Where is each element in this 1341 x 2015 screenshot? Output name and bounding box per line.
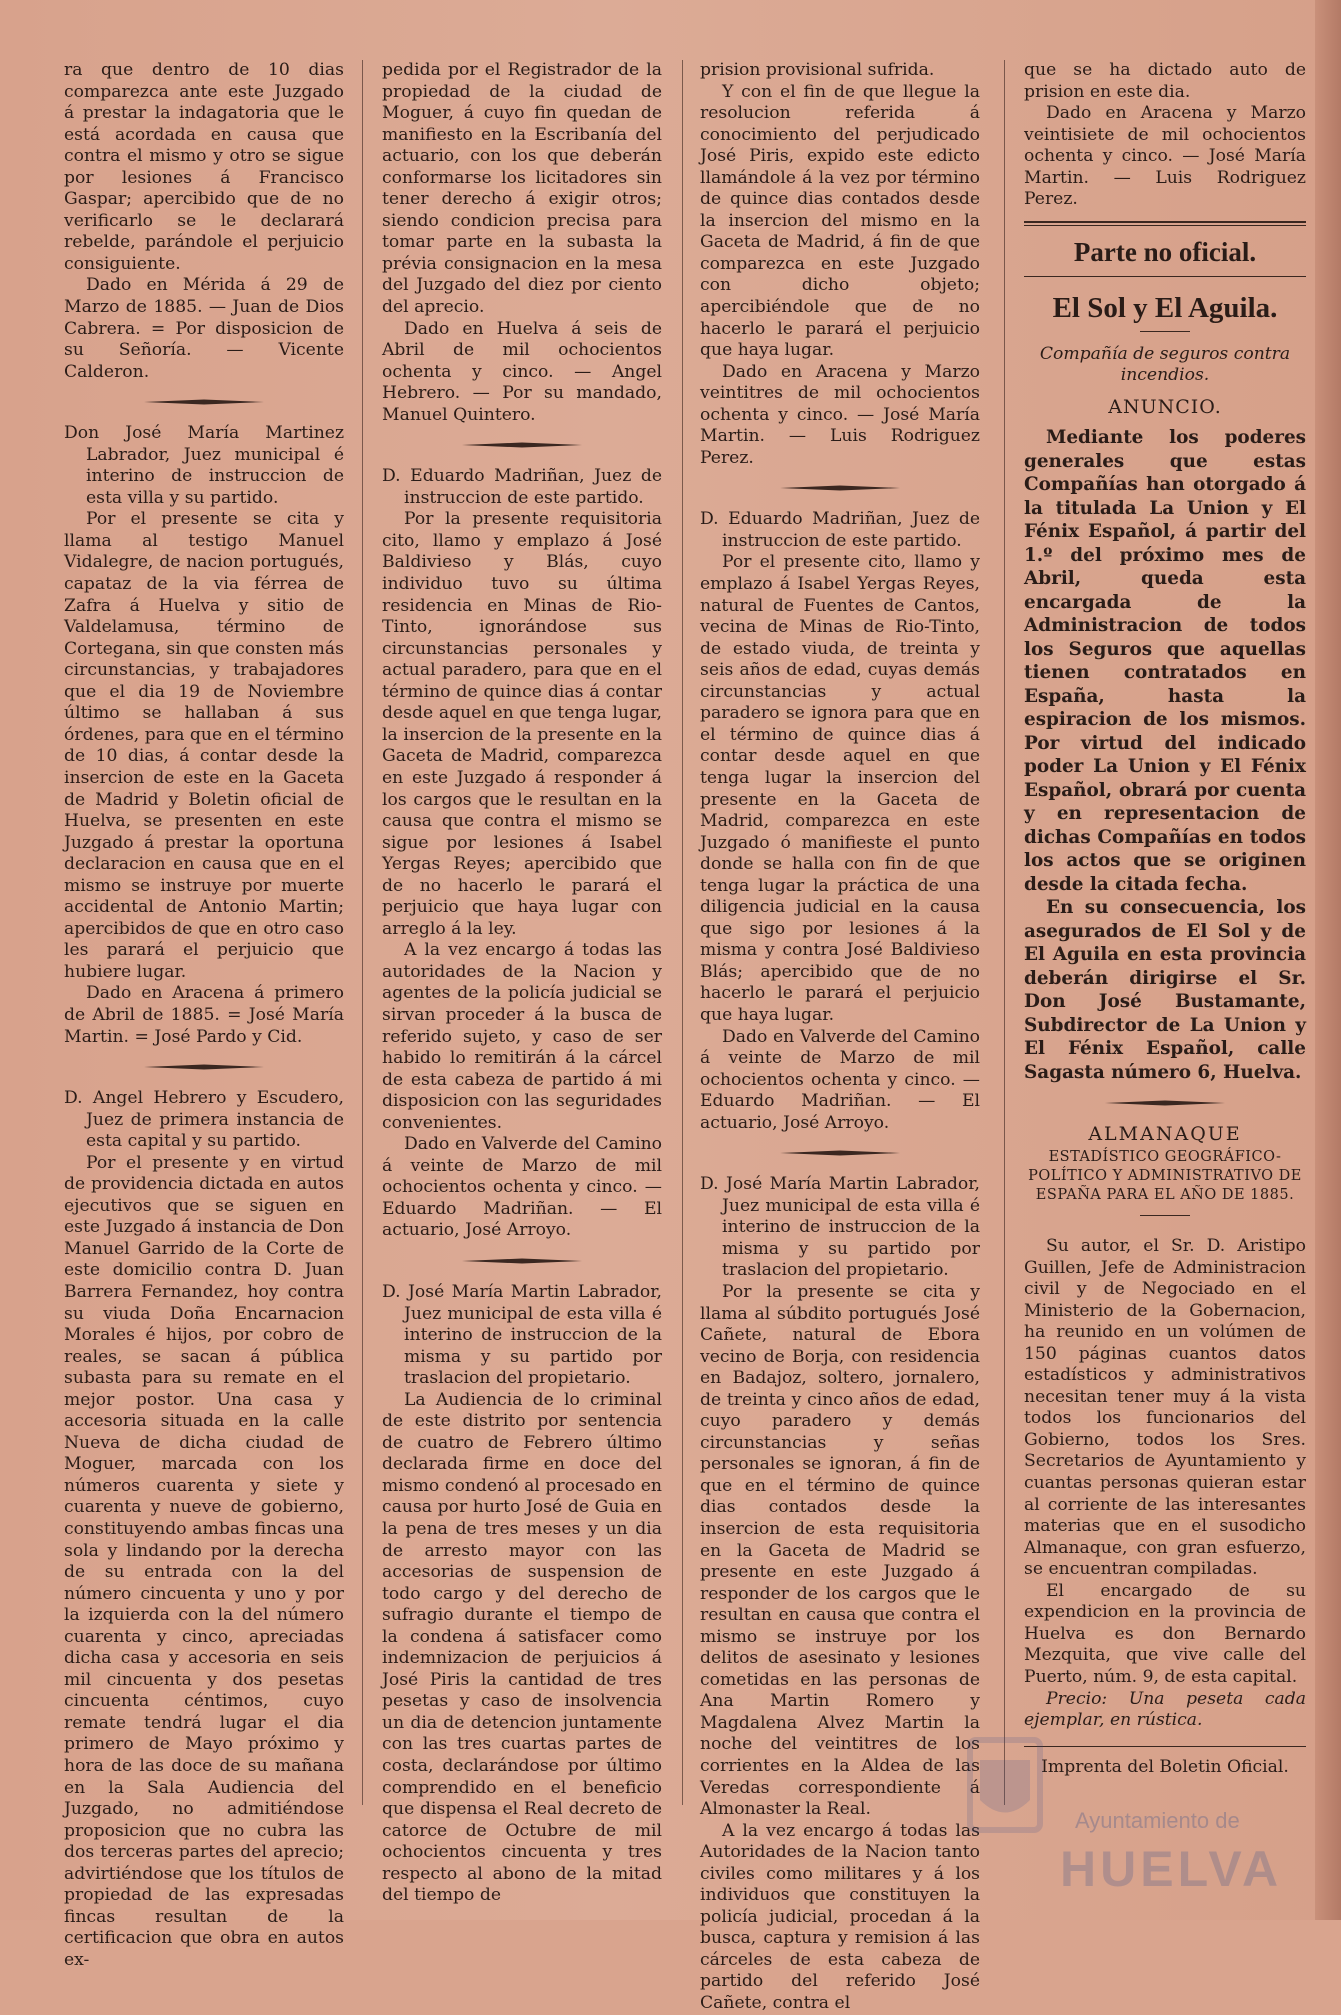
edict-signature: Dado en Valverde del Camino á veinte de Marzo de mil ochocientos ochenta y cinco. — Eduardo Madriñan. — El actuario, José Arroyo.: [700, 1026, 980, 1133]
edict-continuation: que se ha dictado auto de prision en este dia.: [1024, 60, 1306, 102]
edict-signature: Dado en Aracena y Marzo veintitres de mil ochocientos ochenta y cinco. — José María Martin. — Luis Rodriguez Perez.: [700, 361, 980, 468]
section-rule: [1024, 276, 1306, 277]
separator-ornament: [1105, 1100, 1225, 1106]
edict-heading: D. José María Martin Labrador, Juez municipal de esta villa é interino de instruccion de la misma y su partido por traslacion del propietario.: [700, 1174, 980, 1281]
edict-signature: Dado en Aracena á primero de Abril de 1885. = José María Martin. = José Pardo y Cid.: [64, 983, 344, 1047]
separator-ornament: [780, 1150, 900, 1156]
separator-ornament: [462, 442, 582, 448]
separator-ornament: [144, 1064, 264, 1070]
section-title: Parte no oficial.: [1073, 236, 1257, 267]
announcement-body: En su consecuencia, los asegurados de El Sol y de El Aguila en esta provincia deberán dirigirse el Sr. Don José Bustamante, Subdirector de La Union y El Fénix Español, calle Sagasta número 6, Huelva.: [1024, 897, 1306, 1083]
advert-title: El Sol y El Aguila.: [1052, 291, 1278, 324]
edict-body: A la vez encargo á todas las autoridades de la Nacion y agentes de la policía judicial se sirvan proceder á la busca de referido sujeto, y caso de ser habido lo remitirán á la cárcel de esta cabeza de partido á mi disposicion con las seguridades convenientes.: [382, 940, 662, 1133]
edict-signature: Dado en Aracena y Marzo veintisiete de mil ochocientos ochenta y cinco. — José María Martin. — Luis Rodriguez Perez.: [1024, 103, 1306, 210]
edict-signature: Dado en Huelva á seis de Abril de mil ochocientos ochenta y cinco. — Angel Hebrero. — Por su mandado, Manuel Quintero.: [382, 318, 662, 425]
title-underline: [1140, 1215, 1190, 1216]
column-2: [382, 60, 662, 1907]
edict-continuation: pedida por el Registrador de la propiedad de la ciudad de Moguer, á cuyo fin quedan de manifiesto en la Escribanía del actuario, con los que deberán conformarse los licitadores sin tener derecho á exigir otros; siendo condicion precisa para tomar parte en la subasta la prévia consignacion en la mesa del Juzgado del diez por ciento del aprecio.: [382, 60, 662, 318]
edict-body: Por el presente se cita y llama al testigo Manuel Vidalegre, de nacion portugués, capataz de la via férrea de Zafra á Huelva y sitio de Valdelamusa, término de Cortegana, sin que consten más circunstancias, y trabajadores que el dia 19 de Noviembre último se hallaban á sus órdenes, para que en el término de 10 dias, á contar desde la insercion de este en la Gaceta de Madrid y Boletin oficial de Huelva, se presenten en este Juzgado á prestar la oportuna declaracion en causa que en el mismo se instruye por muerte accidental de Antonio Martin; apercibidos de que en otro caso les parará el perjuicio que hubiere lugar.: [64, 509, 344, 982]
edict-body: Por el presente y en virtud de providencia dictada en autos ejecutivos que se siguen en este Juzgado á instancia de Don Manuel Garrido de la Corte de este domicilio contra D. Juan Barrera Fernandez, hoy contra su viuda Doña Encarnacion Morales é hijos, por cobro de reales, se sacan á pública subasta para su remate en el mejor postor. Una casa y accesoria situada en la calle Nueva de dicha ciudad de Moguer, marcada con los números cuarenta y siete y cuarenta y nueve de gobierno, constituyendo ambas fincas una sola y lindando por la derecha de su entrada con la del número cincuenta y uno y por la izquierda con la del número cuarenta y cinco, apreciadas dicha casa y accesoria en seis mil cincuenta y dos pesetas cincuenta céntimos, cuyo remate tendrá lugar el dia primero de Mayo próximo y hora de las doce de su mañana en la Sala Audiencia del Juzgado, no admitiéndose proposicion que no cubra las dos terceras partes del aprecio; advirtiéndose que los títulos de propiedad de las expresadas fincas resultan de la certificacion que obra en autos ex-: [64, 1152, 344, 1970]
edict-continuation: ra que dentro de 10 dias comparezca ante este Juzgado á prestar la indagatoria que le está acordada en causa que contra el mismo y otro se sigue por lesiones á Francisco Gaspar; apercibido que de no verificarlo se le declarará rebelde, parándole el perjuicio consiguiente.: [64, 60, 344, 274]
separator-ornament: [144, 399, 264, 405]
announcement-body: Mediante los poderes generales que estas Compañías han otorgado á la titulada La Union y El Fénix Español, á partir del 1.º del próximo mes de Abril, queda esta encargada de la Administracion de todos los Seguros que aquellas tienen contratados en España, hasta la espiracion de los mismos. Por virtud del indicado poder La Union y El Fénix Español, obrará por cuenta y en representacion de dichas Compañías en todos los actos que se originen desde la citada fecha.: [1024, 427, 1306, 895]
column-rule: [362, 60, 363, 1805]
edict-signature: Dado en Mérida á 29 de Marzo de 1885. — Juan de Dios Cabrera. = Por disposicion de su Señoría. — Vicente Calderon.: [64, 275, 344, 382]
almanac-body: El encargado de su expendicion en la provincia de Huelva es don Bernardo Mezquita, que vive calle del Puerto, núm. 9, de esta capital.: [1024, 1580, 1306, 1687]
edict-heading: D. Angel Hebrero y Escudero, Juez de primera instancia de esta capital y su partido.: [64, 1088, 344, 1152]
edict-heading: D. Eduardo Madriñan, Juez de instruccion de este partido.: [700, 509, 980, 551]
column-4: [1024, 60, 1306, 1778]
printer-imprint: Imprenta del Boletin Oficial.: [1041, 1756, 1289, 1777]
edict-body: Y con el fin de que llegue la resolucion referida á conocimiento del perjudicado José Piris, expido este edicto llamándole á la vez por término de quince dias contados desde la insercion del mismo en la Gaceta de Madrid, á fin de que comparezca en este Juzgado con dicho objeto; apercibiéndole que de no hacerlo le parará el perjuicio que haya lugar.: [700, 81, 980, 361]
edict-continuation: prision provisional sufrida.: [700, 60, 935, 80]
column-3: [700, 60, 980, 2015]
edict-body: Por el presente cito, llamo y emplazo á Isabel Yergas Reyes, natural de Fuentes de Cantos, vecina de Minas de Rio-Tinto, de estado viuda, de treinta y seis años de edad, cuyas demás circunstancias y actual paradero se ignora para que en el término de quince dias á contar desde aquel en que tenga lugar la insercion del presente en la Gaceta de Madrid, comparezca en este Juzgado ó manifieste el punto donde se halla con fin de que tenga lugar la práctica de una diligencia judicial en la causa que sigo por lesiones á la misma y contra José Baldivieso Blás; apercibido que de no hacerlo le parará el perjuicio que haya lugar.: [700, 552, 980, 1025]
almanac-body: Su autor, el Sr. D. Aristipo Guillen, Jefe de Administracion civil y de Negociado en el Ministerio de la Gobernacion, ha reunido en un volúmen de 150 páginas cuantos datos estadísticos y administrativos necesitan tener muy á la vista todos los funcionarios del Gobierno, todos los Sres. Secretarios de Ayuntamiento y cuantas personas quieran estar al corriente de las interesantes materias que en el susodicho Almanaque, con gran esfuerzo, se encuentran compiladas.: [1024, 1236, 1306, 1580]
watermark-line2: HUELVA: [1060, 1841, 1283, 1897]
column-rule: [1004, 60, 1005, 1805]
edict-signature: Dado en Valverde del Camino á veinte de Marzo de mil ochocientos ochenta y cinco. — Eduardo Madriñan. — El actuario, José Arroyo.: [382, 1134, 662, 1241]
edict-body: Por la presente se cita y llama al súbdito portugués José Cañete, natural de Ebora vecino de Borja, con residencia en Badajoz, soltero, jornalero, de treinta y cinco años de edad, cuyo paradero y demás circunstancias y señas personales se ignoran, á fin de que en el término de quince dias contados desde la insercion de esta requisitoria en la Gaceta de Madrid se presente en este Juzgado á responder de los cargos que le resultan en causa que contra el mismo se instruye por los delitos de asesinato y lesiones cometidas en las personas de Ana Martin Romero y Magdalena Alvez Martin la noche del veintitres de los corrientes en la Aldea de las Veredas correspondiente á Almonaster la Real.: [700, 1281, 980, 1820]
announcement-heading: ANUNCIO.: [1108, 395, 1222, 418]
edict-heading: Don José María Martinez Labrador, Juez municipal é interino de instruccion de esta villa y su partido.: [64, 423, 344, 508]
almanac-title: ALMANAQUE: [1088, 1123, 1242, 1146]
separator-ornament: [780, 485, 900, 491]
edict-body: La Audiencia de lo criminal de este distrito por sentencia de cuatro de Febrero último declarada firme en doce del mismo condenó al procesado en causa por hurto José de Guia en la pena de tres meses y un dia de arresto mayor con las accesorias de suspension de todo cargo y del derecho de sufragio durante el tiempo de la condena á satisfacer como indemnizacion de perjuicios á José Piris la cantidad de tres pesetas y caso de insolvencia un dia de detencion juntamente con las tres cuartas partes de costa, declarándose por último comprendido en el beneficio que dispensa el Real decreto de catorce de Octubre de mil ochocientos cincuenta y tres respecto al abono de la mitad del tiempo de: [382, 1389, 662, 1906]
column-1: [64, 60, 344, 1971]
column-rule: [682, 60, 683, 1805]
page-edge: [1315, 0, 1341, 1920]
advert-subtitle: Compañía de seguros contra incendios.: [1039, 343, 1291, 386]
edict-body: Por la presente requisitoria cito, llamo y emplazo á José Baldivieso y Blás, cuyo individuo tuvo su última residencia en Minas de Rio-Tinto, ignorándose sus circunstancias personales y actual paradero, para que en el término de quince dias á contar desde aquel en que tenga lugar, la insercion de la presente en la Gaceta de Madrid, comparezca en este Juzgado á responder á los cargos que le resultan en la causa que contra el mismo se sigue por lesiones á Isabel Yergas Reyes; apercibido que de no hacerlo le parará el perjuicio que haya lugar con arreglo á la ley.: [382, 509, 662, 939]
watermark-line1: Ayuntamiento de: [1075, 1808, 1240, 1833]
title-underline: [1140, 331, 1190, 332]
edict-heading: D. Eduardo Madriñan, Juez de instruccion de este partido.: [382, 466, 662, 508]
almanac-subtitle: ESTADÍSTICO GEOGRÁFICO-POLÍTICO Y ADMINISTRATIVO DE ESPAÑA PARA EL AÑO DE 1885.: [1028, 1149, 1302, 1204]
section-rule: [1024, 221, 1306, 226]
almanac-price: Precio: Una peseta cada ejemplar, en rústica.: [1024, 1688, 1306, 1731]
separator-ornament: [462, 1258, 582, 1264]
edict-heading: D. José María Martin Labrador, Juez municipal de esta villa é interino de instruccion de la misma y su partido por traslacion del propietario.: [382, 1281, 662, 1389]
edict-body: A la vez encargo á todas las Autoridades de la Nacion tanto civiles como militares y á los individuos que constituyen la policía judicial, procedan á la busca, captura y remision á las cárceles de esta cabeza de partido del referido José Cañete, contra el: [700, 1820, 980, 2014]
